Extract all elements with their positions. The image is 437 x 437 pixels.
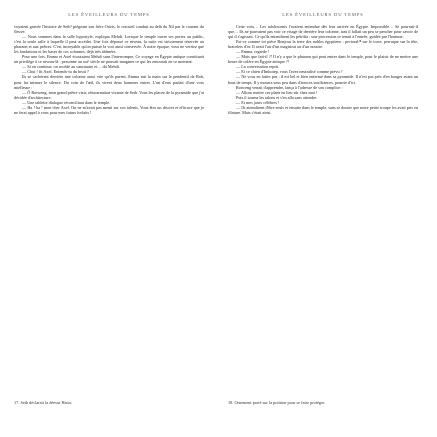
paragraph: — Mais que fait-il ?! Il n'y a que le pharaon qui peut entrer dans le temple, pour le plaisir de ne mettre une heure de colère en Égypte antique ?! [228, 54, 418, 65]
paragraph: — Et ce chien d'Imhotep, vous l'avez neutralisé comme prévu ? [236, 69, 343, 75]
paragraph: — Et mes jours célèbres ! [236, 99, 280, 105]
paragraph: — Allons mettre ces plans en lieu sûr chez moi ! [236, 89, 318, 95]
paragraph: — Une tablette dialogue réconciliant dans le temple. [22, 99, 111, 105]
paragraph: — Chut ! fit Axel. Entends-tu du bruit ? [22, 69, 89, 75]
paragraph: — Ha ! ha ! mon cher Axel. On ne m'avait pas menti sur vos talents. Vous êtes un discret et efficace que je ne ferai appel à vous pour mes futurs forfaits ! [14, 104, 204, 115]
right-page [228, 0, 418, 437]
paragraph: Est-ce comme toi pièce Bonjour la terre des nobles égyptiens : pectoral¹⁸ sur le torse, perruque sur la tête, bracelets d'or. Il avait l'air d'un magistrat ou d'un notaire. [228, 39, 418, 50]
paragraph: Ils se cachèrent derrière une colonne aussi vite qu'ils purent. Emma mit la main sur le pendentif de Bob, pour lui intimer le silence. Du coin de l'œil, ils virent deux hommes entrer. L'un d'eux parlait d'une voix mielleuse : [14, 74, 204, 90]
right-page-footnote: 18. Ornement porté sur la poitrine pour se faire protéger. [228, 400, 326, 405]
paragraph: Pour une fois, Emma et Axel écoutaient Mehdi sans l'interrompre. Ce voyage en Égypte antique constituait un privilège à ce niveau-là : personne au xxiᵉ siècle ne pouvait imaginer ce qui les entourait en ce moment. [14, 54, 204, 65]
right-page-body [228, 24, 418, 115]
right-page-header: LES ÉVEILLEURS DU TEMPS [282, 12, 364, 17]
paragraph: — Emma, regarde ! [236, 49, 270, 55]
paragraph: Cette voix… Les adolescents l'avaient entendue dès leur arrivée en Égypte. Impossible… Se pourrait-il que… Ils ne pouvaient pas voir ce visage de derrière leur colonne, tant il fallait un peu se pencher pour savoir de qui il s'agissait. Ce qu'ils entendirent les pétrifia : une procession se tenait à l'entrée, guidée par l'homme. [228, 24, 418, 40]
paragraph: Puis il tourna les talons et s'en alla sans attendre. [236, 94, 318, 100]
left-page-body [14, 24, 204, 115]
paragraph: voyaient gravée l'histoire de Seth¹ piégeant son frère Osiris, le cercueil conduit au delà du Nil par le courant du fleuve. [14, 24, 204, 35]
paragraph: — Si on continue, on accède au sanctuaire et… dit Mehdi. [22, 64, 120, 70]
left-page-footnote: 17. Seth déclarait la déesse Hator. [14, 400, 73, 405]
paragraph: — La conversation reprit. [236, 64, 280, 70]
paragraph: Rotweng venait d'apprendre, lança à l'adresse de son complice : [236, 84, 343, 90]
left-page [14, 0, 204, 437]
paragraph: — Ils attendirent d'être seuls et ensuite dans le temple, sans se douter que notre petite troupe les avait pris en filature. Mais c'était ainsi. [228, 104, 418, 115]
paragraph: — Ne vous en faites pas : il est bel et bien enfermé dans sa pyramide. Il n'est pas près d'en bouger avant un bout de temps. Il y mourra sous peu dans d'atroces souffrances, pourrie d'ici. [228, 74, 418, 85]
left-page-header: LES ÉVEILLEURS DU TEMPS [68, 12, 150, 17]
paragraph: — Nous sommes dans la salle hypostyle, expliqua Mehdi. Lorsque le temple ouvre ses portes au public, c'est la seule salle à laquelle il peut accéder. Une fois dépassé ce niveau, la suite est strictement réservée au pharaon et aux prêtres. C'est incroyable qu'on puisse la voir ainsi conservée. À notre époque, vous ne verriez que les fondations et les bases de ces colonnes, déjà très abîmées. [14, 34, 204, 55]
paragraph: — Ô Rotweng, mon grand prêtre vizir, réincarnation vivante de Seth. Vous les placez de la pyramide que j'ai décidée d'architecture. [14, 89, 204, 100]
